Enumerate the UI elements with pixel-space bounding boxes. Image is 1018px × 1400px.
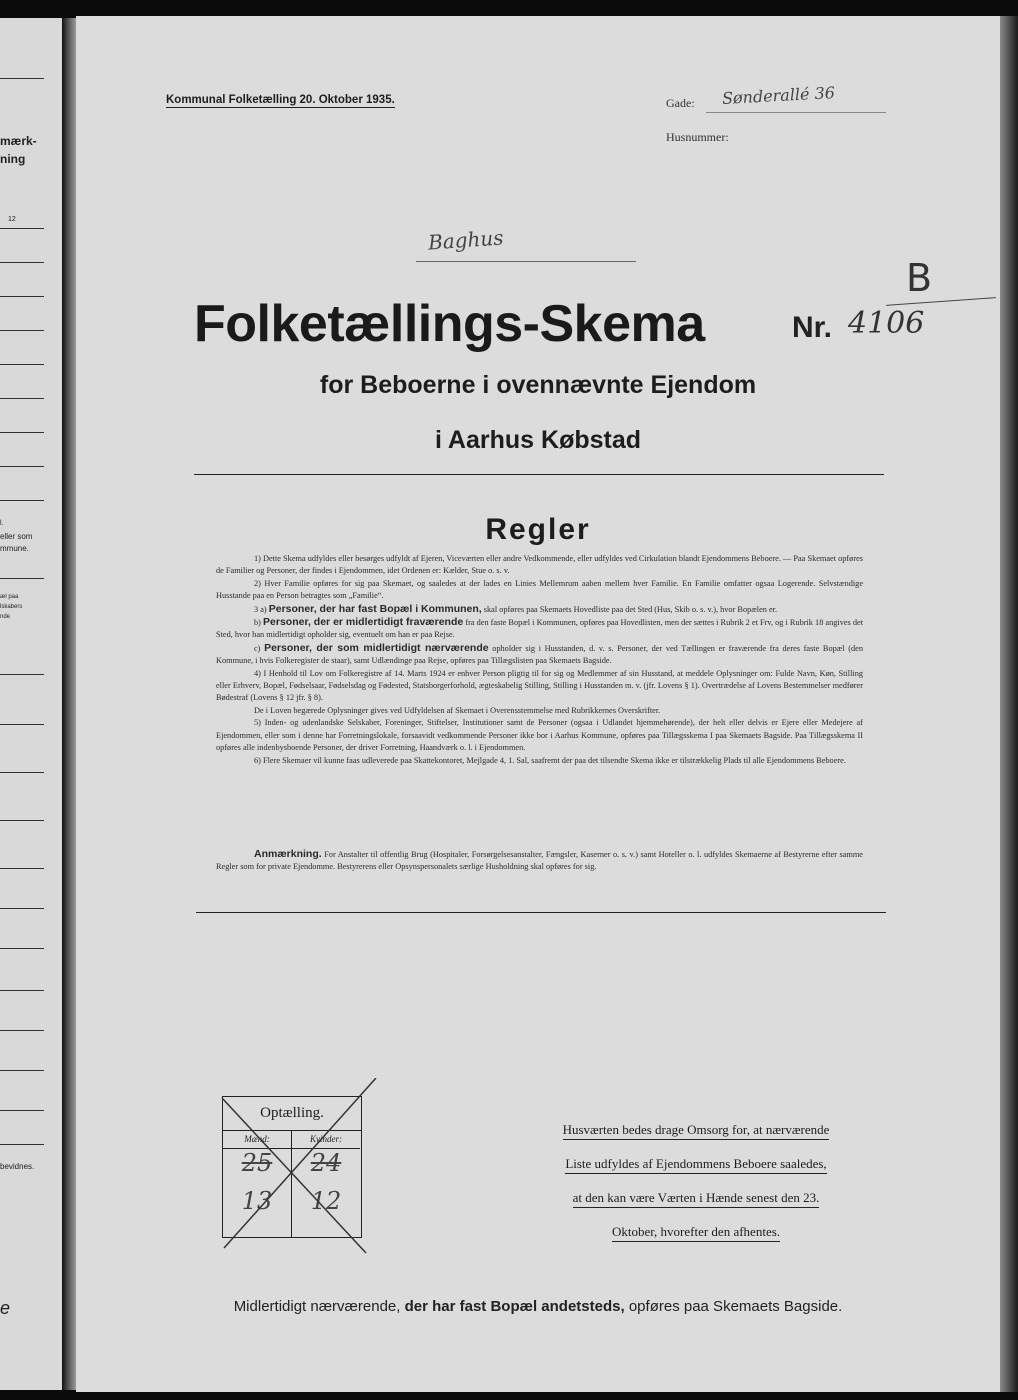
rule-2: 2) Hver Familie opføres for sig paa Skemaet, og saaledes at der lades en Linies Mellemrum aaben mellem hver Familie. En Familie omfatter ogsaa Logerende. Selvstændige Husstande paa en Person betragtes som „Familie“. [216,578,863,601]
footer-note [76,1298,1000,1315]
landlord-notice-line: Liste udfyldes af Ejendommens Beboere saaledes, [565,1155,826,1174]
book-spine [62,18,76,1390]
baghus-underline [416,261,636,262]
landlord-notice [516,1113,876,1249]
rule-3a-heading: Personer, der har fast Bopæl i Kommunen, [268,602,482,615]
footer-part-3: opføres paa Skemaets Bagside. [628,1298,843,1315]
left-page-text: e [0,1298,11,1318]
remark-paragraph [216,848,863,874]
rule-3c-heading: Personer, der som midlertidigt nærværende [264,641,489,654]
rule-3c-text: opholder sig i Husstanden, d. v. s. Personer, der ved Tællingen er fraværende fra deres faste Bopæl (den Kommune, i hvis Folkeregister de staar), samt Udlændinge paa Rejse, opføres paa Tillægslisten paa Skemaets Bagside. [216,643,863,666]
rules-heading: Regler [485,513,591,546]
left-page-text: eller som [0,532,33,541]
left-page-text: 12 [8,216,16,223]
left-page-line [0,820,44,821]
form-subtitle: for Beboerne i ovennævnte Ejendom [319,371,757,399]
women-count: 12 [310,1187,342,1215]
left-page-line [0,724,44,725]
rule-6: 6) Flere Skemaer vil kunne faas udleverede paa Skattekontoret, Mejlgade 4, 1. Sal, saafremt der paa det tilsendte Skema ikke er tilstrækkelig Plads til alle Ejendommens Beboere. [254,755,846,765]
census-header: Kommunal Folketælling 20. Oktober 1935. [166,94,395,106]
rule-3a [216,603,863,616]
form-title: Folketællings-Skema [194,295,705,353]
men-count-old: 25 [241,1149,273,1177]
left-page-text: ning [0,152,26,166]
rule-3b [216,616,863,642]
left-page-text: æl paa [0,594,19,600]
remark-text: For Anstalter til offentlig Brug (Hospitaler, Forsørgelsesanstalter, Fængsler, Kaserner o. s. v.) samt Hoteller o. l. udfyldes Skemaerne af Bestyrerne efter samme Regler som for private Ejendomme. Bestyrerens eller Opsynspersonalets særlige Husholdning skal opføres for sig. [216,850,863,872]
rule-4b: De i Loven begærede Oplysninger gives ved Udfyldelsen af Skemaet i Overensstemmelse med Rubrikkernes Overskrifter. [254,705,661,715]
left-page-text: mmune. [0,544,29,553]
rule-4: 4) I Henhold til Lov om Folkeregistre af 14. Marts 1924 er enhver Person pligtig til for sig og Medlemmer af sin Husstand, at meddele Oplysninger om: Fulde Navn, Køn, Stilling eller Erhverv, Bopæl, Fødselsaar, Fødselsdag og Fødested, Statsborgerforhold, ægteskabelig Stilling, Stilling i Husstanden m. v. (jfr. Lovens § 1). Overtrædelse af Lovens Bestemmelser medfører Bødestraf (Lovens § 12 jfr. § 8). [216,668,863,703]
left-page-line [0,674,44,675]
left-page-line [0,868,44,869]
left-page-line [0,500,44,501]
page-edge-shadow [1000,16,1018,1392]
left-page-line [0,578,44,579]
landlord-notice-line: at den kan være Værten i Hænde senest den 23. [573,1189,820,1208]
form-number-value: 4106 [848,306,925,341]
rule-3b-heading: Personer, der er midlertidigt fraværende [263,616,464,629]
left-page-line [0,1110,44,1111]
left-page-line [0,330,44,331]
left-page-line [0,262,44,263]
left-page-text: lskabers [0,604,23,610]
left-page-line [0,296,44,297]
left-page-text: bevidnes. [0,1162,35,1171]
women-header: Kvinder: [292,1130,360,1149]
rules-body [216,553,863,767]
rule-5: 5) Inden- og udenlandske Selskaber, Foreninger, Stiftelser, Institutioner samt de Personer (ogsaa i Udlandet hjemmehørende), der helt eller delvis er Ejere eller Medejere af Ejendommen, eller som i denne har Forretningslokale, forsaavidt vedkommende Personer ikke bor i Aarhus Kommune, opføres paa Tillægsskema I paa Skemaets Bagside. Paa Tillægsskema II opføres alle indenbysboende Personer, der driver Forretning, Haandværk o. l. i Ejendommen. [216,718,863,753]
rule-3c-prefix: c) [254,643,261,653]
form-subtitle-city: i Aarhus Købstad [434,426,642,454]
remark-block [216,848,863,874]
landlord-notice-line: Oktober, hvorefter den afhentes. [612,1223,780,1242]
handwritten-baghus: Baghus [427,225,505,255]
left-page-line [0,432,44,433]
b-mark-line [886,297,996,306]
left-page-strip [0,18,62,1390]
men-count: 13 [241,1187,273,1215]
divider [196,912,886,913]
remark-label: Anmærkning. [254,848,322,860]
form-number-label: Nr. [792,311,833,344]
count-title: Optælling. [223,1097,361,1131]
left-page-line [0,908,44,909]
rule-3a-prefix: 3 a) [254,604,267,614]
left-page-line [0,228,44,229]
left-page-text: mærk- [0,134,37,148]
left-page-line [0,948,44,949]
left-page-line [0,990,44,991]
men-header: Mænd: [223,1130,291,1149]
street-value: Sønderallé 36 [721,83,836,108]
left-page-line [0,78,44,79]
footer-part-2: der har fast Bopæl andetsteds, [404,1298,625,1315]
left-page-line [0,398,44,399]
rule-3c [216,642,863,668]
left-page-line [0,1030,44,1031]
count-box-cross-out [216,1078,386,1258]
left-page-line [0,466,44,467]
left-page-line [0,1144,44,1145]
street-underline [706,112,886,113]
divider [194,474,884,475]
street-label: Gade: [666,96,695,110]
left-page-line [0,772,44,773]
census-form-page [76,16,1000,1392]
left-page-line [0,1070,44,1071]
rule-1: 1) Dette Skema udfyldes eller besørges udfyldt af Ejeren, Viceværten eller andre Vedkommende, eller udfyldes ved Cirkulation blandt Ejendommens Beboere. — Paa Skemaet opføres de Familier og Personer, der findes i Ejendommen, idet Ordenen er: Kælder, Stue o. s. v. [216,554,863,576]
left-page-text: l. [0,520,4,527]
left-page-line [0,364,44,365]
left-page-text: nde [0,614,11,620]
rule-3b-text: fra den faste Bopæl i Kommunen, opføres paa Hovedlisten, men der sættes i Rubrik 2 et Frv, og i Rubrik 18 angives det Sted, hvor han midlertidigt opholder sig, eventuelt om han er paa Rejse. [216,618,863,640]
women-count-old: 24 [310,1149,342,1177]
rule-3b-prefix: b) [254,618,261,628]
house-number-label: Husnummer: [666,130,729,144]
footer-part-1: Midlertidigt nærværende, [233,1298,401,1315]
handwritten-b-mark: B [906,256,933,300]
landlord-notice-line: Husværten bedes drage Omsorg for, at nærværende [563,1121,830,1140]
rule-3a-text: skal opføres paa Skemaets Hovedliste paa det Sted (Hus, Skib o. s. v.), hvor Bopælen er. [483,604,778,614]
